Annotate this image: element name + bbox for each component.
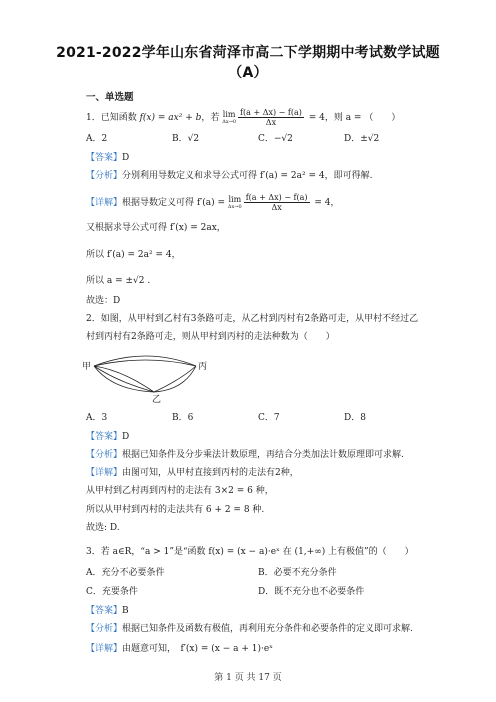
q2-detail-tag: 【详解】 xyxy=(86,468,123,478)
q2-answer xyxy=(86,431,129,443)
q3-detail-tag: 【详解】 xyxy=(86,644,123,654)
q2-option-b: B．6 xyxy=(172,413,194,423)
q2-option-a: A．3 xyxy=(86,413,108,423)
q1-detail-fraction xyxy=(244,193,310,212)
q3-analysis-text: 根据已知条件及函数有极值，再利用充分条件和必要条件的定义即可求解. xyxy=(122,624,413,634)
q2-line1: 从甲村到乙村再到丙村的走法有 3×2 = 6 种， xyxy=(86,486,274,496)
q1-analysis-tag: 【分析】 xyxy=(86,171,123,181)
q3-analysis xyxy=(86,623,413,635)
q2-answer-value: D xyxy=(122,432,130,442)
q2-stem2: 村到丙村有2条路可走，则从甲村到丙村的走法种数为（ ） xyxy=(86,332,335,342)
q1-option-a: A．2 xyxy=(86,134,108,144)
q3-answer-tag: 【答案】 xyxy=(86,606,123,616)
q2-analysis xyxy=(86,449,404,461)
q1-answer-value: D xyxy=(122,153,130,163)
page-footer: 第 1 页 共 17 页 xyxy=(214,673,282,683)
label-yi: 乙 xyxy=(152,395,162,405)
section-heading: 一、单选题 xyxy=(86,92,134,103)
q3-analysis-tag: 【分析】 xyxy=(86,624,123,634)
q1-lim-word: lim xyxy=(222,109,236,119)
village-route-diagram xyxy=(82,350,222,408)
q1-analysis xyxy=(86,170,372,182)
label-bing: 丙 xyxy=(198,362,208,372)
q2-detail-text: 由图可知，从甲村直接到丙村的走法有2种， xyxy=(122,468,299,478)
q1-line1: 又根据求导公式可得 f′(x) = 2ax， xyxy=(86,223,226,233)
route-jia-yi-2 xyxy=(94,366,154,392)
q1-detail-a: 根据导数定义可得 f′(a) = xyxy=(122,198,228,208)
q1-option-b: B．√2 xyxy=(172,134,200,144)
q2-answer-tag: 【答案】 xyxy=(86,432,123,442)
q1-func: f(x) = ax² + b xyxy=(139,113,202,123)
doc-title-line1: 2021-2022学年山东省菏泽市高二下学期期中考试数学试题 xyxy=(56,45,440,61)
q1-detail-lim-sub: Δx→0 xyxy=(227,203,242,210)
q1-line2: 所以 f′(a) = 2a² = 4， xyxy=(86,250,181,260)
q1-detail-b: = 4， xyxy=(311,198,340,208)
route-yi-bing-1 xyxy=(154,366,196,392)
label-jia: 甲 xyxy=(82,362,92,372)
q1-stem-b: ，若 xyxy=(201,113,223,123)
q1-option-c: C．−√2 xyxy=(258,134,293,144)
q3-answer xyxy=(86,605,129,617)
q3-option-d: D．既不充分也不必要条件 xyxy=(258,587,365,597)
q1-analysis-text: 分别利用导数定义和求导公式可得 f′(a) = 2a² = 4，即可得解. xyxy=(122,171,373,181)
doc-title-line2: （A） xyxy=(228,65,268,81)
q3-option-c: C．充要条件 xyxy=(86,587,138,597)
q2-line2: 所以从甲村到丙村的走法共有 6 + 2 = 8 种. xyxy=(86,505,265,515)
q2-analysis-text: 根据已知条件及分步乘法计数原理，再结合分类加法计数原理即可求解. xyxy=(122,450,404,460)
q1-option-d: D．±√2 xyxy=(344,134,380,144)
q2-line3: 故选: D. xyxy=(86,523,120,533)
q1-limit xyxy=(222,111,236,125)
q2-analysis-tag: 【分析】 xyxy=(86,450,123,460)
route-jia-bing-upper xyxy=(94,356,196,366)
q3-detail xyxy=(86,643,273,655)
q1-lim-sub: Δx→0 xyxy=(222,118,237,125)
q1-detail xyxy=(86,193,340,212)
q3-stem: 3．若 a∈R，“a > 1”是“函数 f(x) = (x − a)·eˣ 在 (1,+∞) 上有极值”的（ ） xyxy=(86,547,414,557)
q1-stem xyxy=(86,108,400,127)
q2-stem1: 2．如图，从甲村到乙村有3条路可走，从乙村到丙村有2条路可走，从甲村不经过乙 xyxy=(86,314,419,324)
q1-answer-tag: 【答案】 xyxy=(86,153,123,163)
q1-detail-tag: 【详解】 xyxy=(86,198,123,208)
route-jia-yi-3 xyxy=(94,366,154,392)
q1-frac-den: Δx xyxy=(265,118,277,127)
q1-stem-c: = 4，则 a = （ ） xyxy=(305,113,401,123)
q1-fraction xyxy=(238,108,304,127)
q1-detail-limit xyxy=(228,196,242,210)
q1-frac-num: f(a + Δx) − f(a) xyxy=(240,108,302,117)
q2-option-d: D．8 xyxy=(344,413,366,423)
q1-detail-frac-den: Δx xyxy=(271,203,282,212)
q3-option-a: A．充分不必要条件 xyxy=(86,568,165,578)
q1-detail-frac-num: f(a + Δx) − f(a) xyxy=(245,193,308,202)
q1-answer xyxy=(86,152,129,164)
q3-answer-value: B xyxy=(122,606,129,616)
q1-line4: 故选：D xyxy=(86,296,121,306)
q1-line3: 所以 a = ±√2 . xyxy=(86,276,151,286)
q2-detail xyxy=(86,467,299,479)
q3-option-b: B．必要不充分条件 xyxy=(258,568,337,578)
route-yi-bing-2 xyxy=(154,366,196,392)
q1-stem-a: 1．已知函数 xyxy=(86,113,140,123)
q1-detail-lim-word: lim xyxy=(228,194,242,204)
route-jia-yi-1 xyxy=(94,366,154,392)
q2-option-c: C．7 xyxy=(258,413,280,423)
q3-detail-text: 由题意可知， f′(x) = (x − a + 1)·eˣ xyxy=(122,644,273,654)
